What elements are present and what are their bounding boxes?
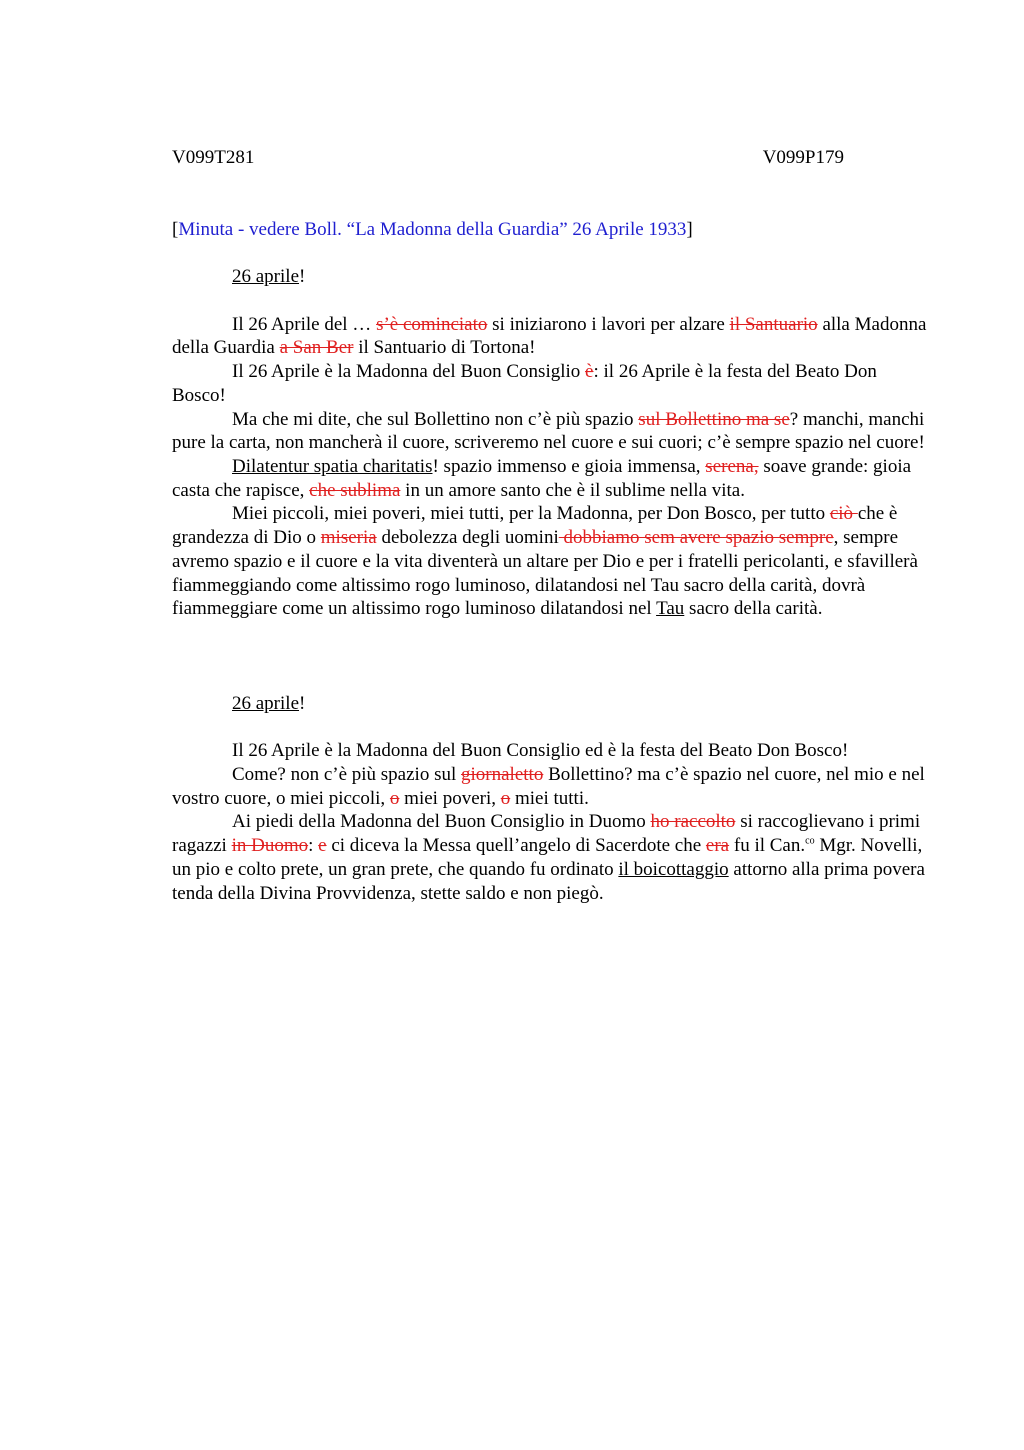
underlined-text: Tau: [656, 598, 685, 620]
note-bracket-close: ]: [686, 219, 693, 240]
text-run: sacro della carità.: [684, 598, 823, 620]
superscript-text: co: [805, 835, 815, 847]
deleted-text: a San Ber: [279, 337, 354, 359]
text-run: si raccoglievano i primi ragazzi: [172, 811, 921, 857]
editorial-note: [172, 218, 932, 242]
text-run: il Santuario di Tortona!: [353, 337, 536, 359]
text-run: fu il Can.: [729, 835, 806, 857]
section2-paragraph-1: [172, 739, 932, 763]
text-run: miei poveri,: [399, 787, 501, 809]
text-run: Il 26 Aprile è la Madonna del Buon Consiglio ed è la festa del Beato Don Bosco!: [232, 740, 849, 762]
text-run: Come? non c’è più spazio sul: [232, 764, 462, 786]
spacer: [172, 621, 932, 692]
deleted-text: ciò: [829, 503, 858, 525]
section1-title-punct: !: [299, 266, 306, 288]
deleted-text: e: [318, 835, 327, 857]
text-run: attorno alla prima povera tenda della Divina Provvidenza, stette saldo e non piegò.: [172, 858, 925, 904]
deleted-text: o: [389, 787, 400, 809]
text-run: soave grande: gioia casta che rapisce,: [172, 456, 912, 501]
deleted-text: in Duomo: [231, 835, 309, 857]
text-run: miei tutti.: [510, 787, 589, 809]
note-bracket-open: [: [172, 219, 179, 240]
section1-title: [172, 265, 932, 289]
text-run: Ma che mi dite, che sul Bollettino non c’è più spazio: [232, 408, 639, 430]
text-run: Il 26 Aprile del …: [232, 313, 377, 335]
text-run: ? manchi, manchi pure la carta, non mancherà il cuore, scriveremo nel cuore e sui cuori; c’è sempre spazio nel cuore!: [172, 408, 925, 454]
section2-paragraph-2: [172, 763, 932, 810]
text-run: Il 26 Aprile è la Madonna del Buon Consiglio: [232, 361, 586, 383]
section1-paragraph-1: [172, 313, 932, 360]
text-run: ! spazio immenso e gioia immensa,: [432, 456, 706, 477]
section2-paragraph-3: [172, 810, 932, 905]
spacer: [172, 716, 932, 740]
text-run: ci diceva la Messa quell’angelo di Sacerdote che: [326, 835, 706, 857]
section1-title-text: 26 aprile: [232, 266, 300, 288]
spacer: [172, 289, 932, 313]
text-run: si iniziarono i lavori per alzare: [487, 313, 730, 335]
text-run: Ai piedi della Madonna del Buon Consiglio in Duomo: [232, 811, 651, 833]
section2-title: [172, 692, 932, 716]
deleted-text: giornaletto: [461, 764, 544, 786]
text-run: alla Madonna della Guardia: [172, 313, 927, 359]
deleted-text: miseria: [320, 527, 377, 549]
deleted-text: era: [705, 835, 730, 857]
deleted-text: sul Bollettino ma se: [638, 408, 790, 430]
text-run: , sempre avremo spazio e il cuore e la vita diventerà un altare per Dio e per i fratelli pericolanti, e sfavillerà fiammeggiando come altissimo rogo luminoso, dilatandosi nel Tau sacro della carità, dovrà fiammeggiare come un altissimo rogo luminoso dilatandosi nel: [172, 527, 918, 620]
text-run: :: [308, 835, 319, 857]
text-run: debolezza degli uomini: [376, 527, 559, 549]
deleted-text: il Santuario: [729, 313, 818, 335]
text-run: : il 26 Aprile è la festa del Beato Don Bosco!: [172, 361, 877, 406]
text-run: Mgr. Novelli, un pio e colto prete, un gran prete, che quando fu ordinato: [172, 835, 923, 880]
section1-paragraph-4: [172, 455, 932, 502]
deleted-text: che sublima: [309, 479, 401, 501]
text-run: in un amore santo che è il sublime nella vita.: [400, 479, 745, 501]
section2-title-text: 26 aprile: [232, 692, 300, 714]
section1-paragraph-3: [172, 408, 932, 455]
section1-paragraph-2: [172, 360, 932, 407]
document-body: [172, 218, 932, 905]
deleted-text: serena,: [705, 456, 759, 477]
deleted-text: dobbiamo sem avere spazio sempre: [558, 527, 834, 549]
deleted-text: ho raccolto: [650, 811, 736, 833]
underlined-text: il boicottaggio: [618, 858, 729, 880]
text-run: Bollettino? ma c’è spazio nel cuore, nel mio e nel vostro cuore, o miei piccoli,: [172, 764, 925, 809]
text-run: che è grandezza di Dio o: [172, 503, 898, 549]
deleted-text: o: [500, 787, 511, 809]
document-code-left: V099T281: [172, 147, 255, 168]
section2-title-punct: !: [299, 692, 306, 714]
deleted-text: s’è cominciato: [376, 313, 488, 335]
text-run: Miei piccoli, miei poveri, miei tutti, per la Madonna, per Don Bosco, per tutto: [232, 503, 830, 525]
deleted-text: è: [585, 361, 594, 383]
section1-paragraph-5: [172, 502, 932, 621]
note-text: Minuta - vedere Boll. “La Madonna della Guardia” 26 Aprile 1933: [178, 219, 687, 240]
spacer: [172, 242, 932, 266]
document-code-right: V099P179: [762, 147, 844, 168]
underlined-text: Dilatentur spatia charitatis: [232, 456, 433, 477]
